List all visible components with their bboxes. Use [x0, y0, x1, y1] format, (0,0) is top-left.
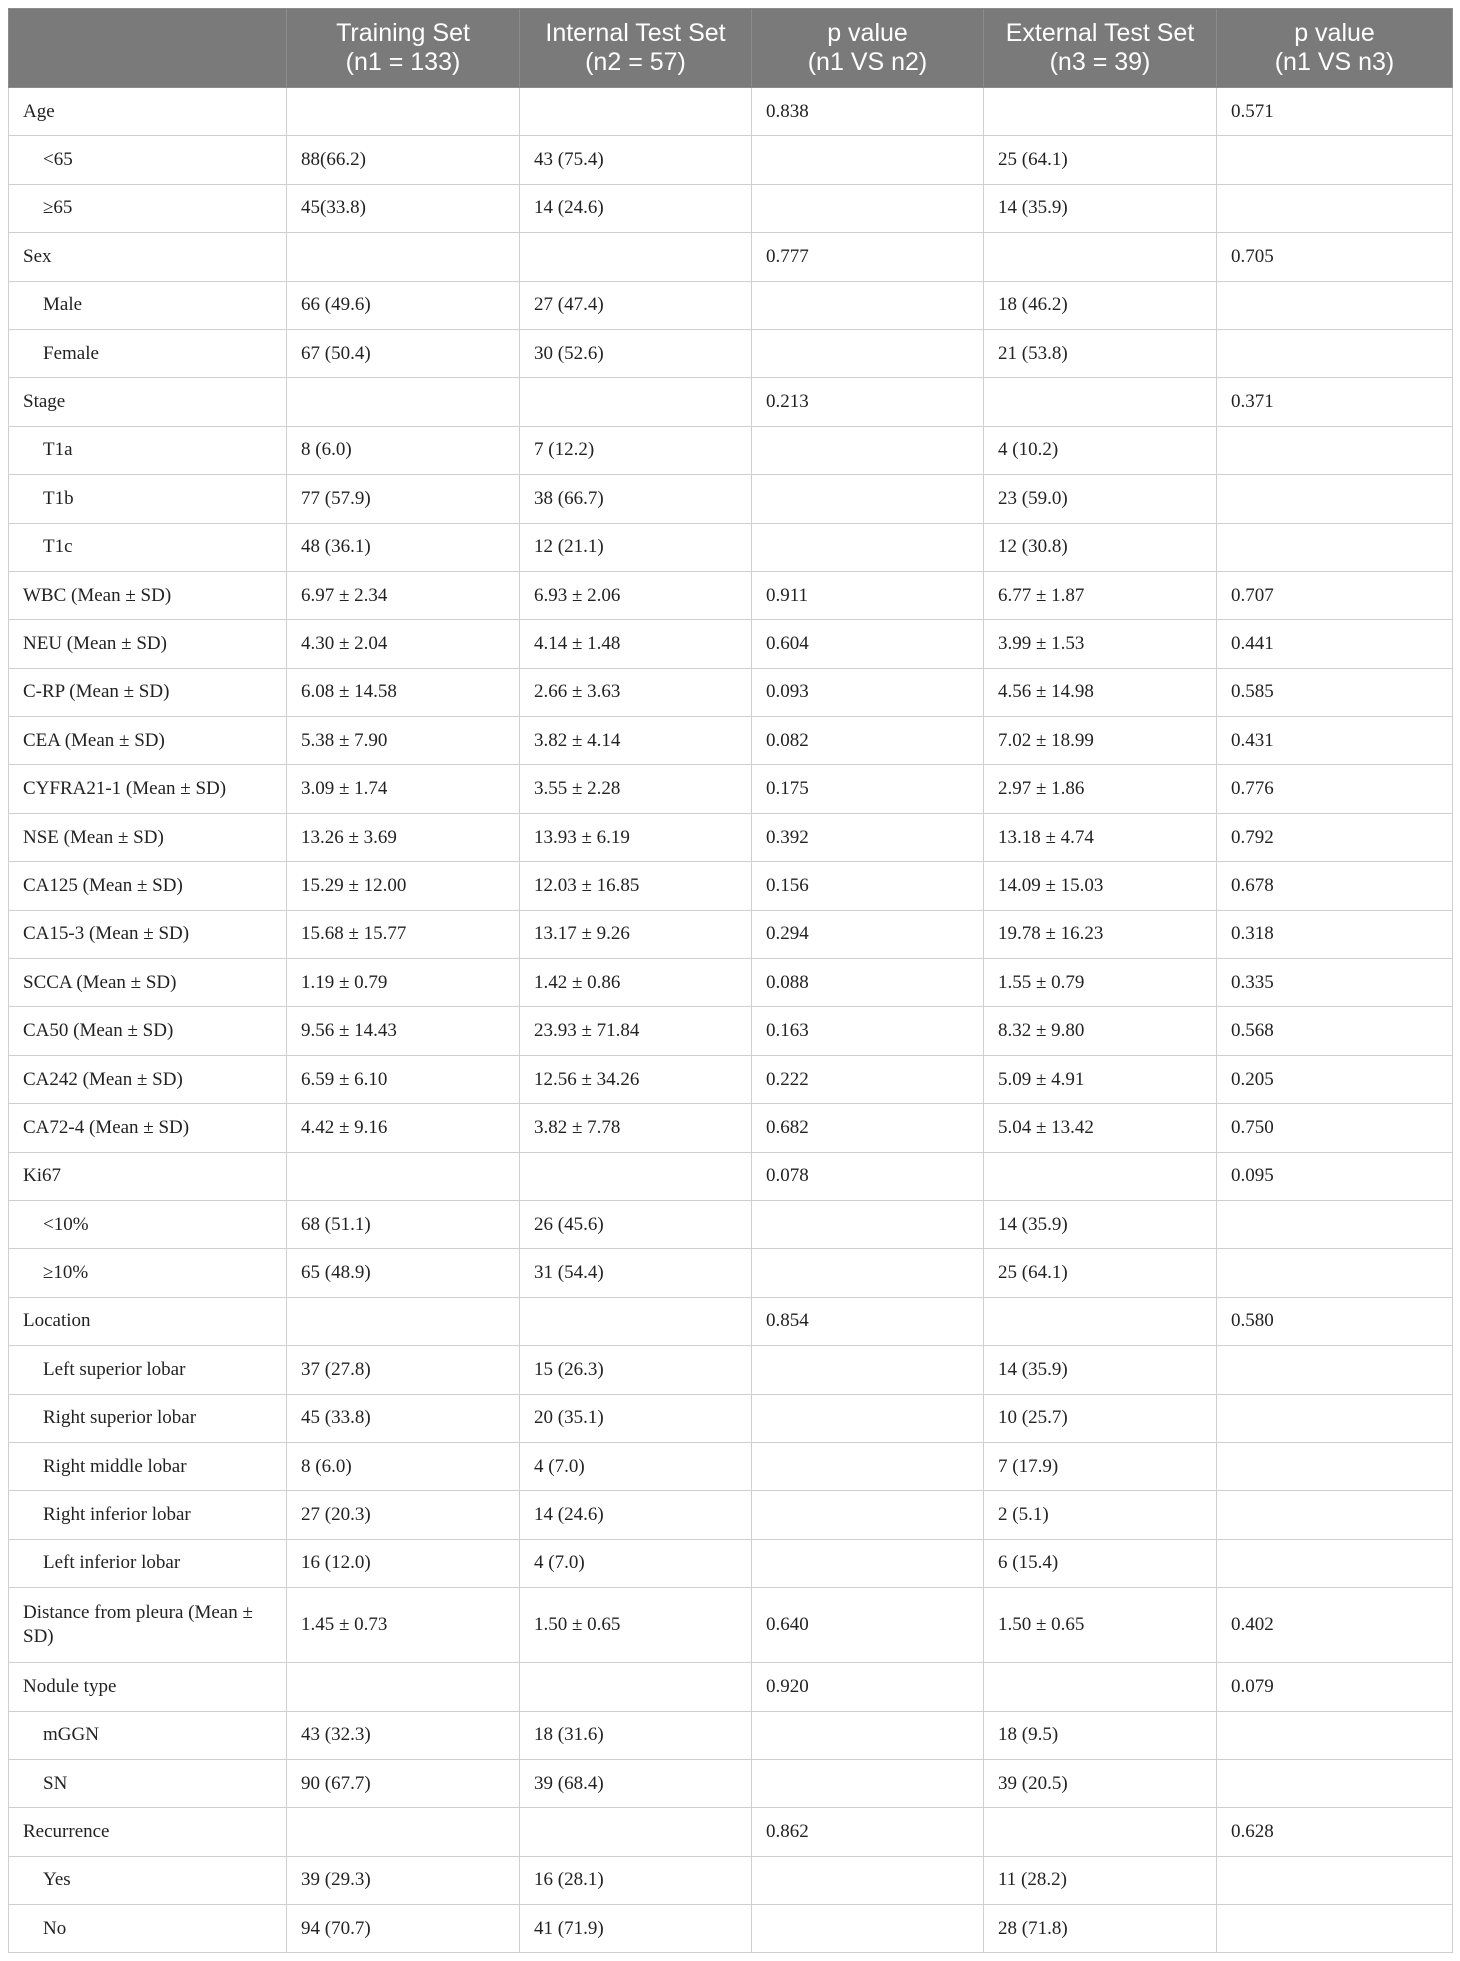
row-label-cell: ≥10% [9, 1249, 287, 1297]
table-body [9, 88, 1453, 1953]
p-value-n1-n2-cell: 0.093 [752, 668, 984, 716]
table-row [9, 1007, 1453, 1055]
internal-test-set-cell: 27 (47.4) [520, 281, 752, 329]
row-label-cell: Right middle lobar [9, 1442, 287, 1490]
external-test-set-cell [984, 378, 1217, 426]
training-set-cell: 9.56 ± 14.43 [287, 1007, 520, 1055]
p-value-n1-n3-cell [1217, 136, 1453, 184]
row-label-cell: NSE (Mean ± SD) [9, 813, 287, 861]
table-row [9, 1104, 1453, 1152]
p-value-n1-n2-cell [752, 1394, 984, 1442]
row-label-cell: CYFRA21-1 (Mean ± SD) [9, 765, 287, 813]
p-value-n1-n3-cell: 0.318 [1217, 910, 1453, 958]
p-value-n1-n2-cell: 0.777 [752, 233, 984, 281]
row-label-cell: SN [9, 1759, 287, 1807]
internal-test-set-cell: 13.93 ± 6.19 [520, 813, 752, 861]
row-label-cell: SCCA (Mean ± SD) [9, 959, 287, 1007]
p-value-n1-n2-cell [752, 136, 984, 184]
table-row [9, 329, 1453, 377]
external-test-set-cell: 6.77 ± 1.87 [984, 571, 1217, 619]
training-set-cell: 15.68 ± 15.77 [287, 910, 520, 958]
internal-test-set-cell: 12.56 ± 34.26 [520, 1055, 752, 1103]
row-label-cell: CEA (Mean ± SD) [9, 717, 287, 765]
training-set-cell: 4.30 ± 2.04 [287, 620, 520, 668]
p-value-n1-n3-cell [1217, 184, 1453, 232]
p-value-n1-n2-cell: 0.222 [752, 1055, 984, 1103]
table-row [9, 1346, 1453, 1394]
header-cell-internal-test-set: Internal Test Set (n2 = 57) [520, 9, 752, 88]
p-value-n1-n2-cell [752, 184, 984, 232]
header-cell-p-value-n1-n3: p value (n1 VS n3) [1217, 9, 1453, 88]
row-label-cell: T1a [9, 426, 287, 474]
internal-test-set-cell: 14 (24.6) [520, 184, 752, 232]
table-row [9, 1297, 1453, 1345]
internal-test-set-cell: 31 (54.4) [520, 1249, 752, 1297]
p-value-n1-n3-cell [1217, 329, 1453, 377]
external-test-set-cell: 5.09 ± 4.91 [984, 1055, 1217, 1103]
internal-test-set-cell [520, 88, 752, 136]
external-test-set-cell: 21 (53.8) [984, 329, 1217, 377]
external-test-set-cell: 4 (10.2) [984, 426, 1217, 474]
internal-test-set-cell: 41 (71.9) [520, 1905, 752, 1953]
external-test-set-cell: 2.97 ± 1.86 [984, 765, 1217, 813]
table-row [9, 910, 1453, 958]
p-value-n1-n3-cell [1217, 1539, 1453, 1587]
row-label-cell: T1c [9, 523, 287, 571]
characteristics-table [8, 8, 1453, 1953]
internal-test-set-cell: 4.14 ± 1.48 [520, 620, 752, 668]
internal-test-set-cell: 3.55 ± 2.28 [520, 765, 752, 813]
p-value-n1-n3-cell: 0.095 [1217, 1152, 1453, 1200]
row-label-cell: CA50 (Mean ± SD) [9, 1007, 287, 1055]
p-value-n1-n3-cell [1217, 426, 1453, 474]
row-label-cell: Age [9, 88, 287, 136]
external-test-set-cell: 25 (64.1) [984, 1249, 1217, 1297]
row-label-cell: Location [9, 1297, 287, 1345]
training-set-cell: 37 (27.8) [287, 1346, 520, 1394]
external-test-set-cell: 25 (64.1) [984, 136, 1217, 184]
header-cell-external-test-set: External Test Set (n3 = 39) [984, 9, 1217, 88]
training-set-cell [287, 1808, 520, 1856]
internal-test-set-cell: 18 (31.6) [520, 1711, 752, 1759]
p-value-n1-n2-cell [752, 523, 984, 571]
internal-test-set-cell: 43 (75.4) [520, 136, 752, 184]
p-value-n1-n2-cell [752, 1711, 984, 1759]
training-set-cell: 16 (12.0) [287, 1539, 520, 1587]
external-test-set-cell: 18 (46.2) [984, 281, 1217, 329]
internal-test-set-cell [520, 1808, 752, 1856]
header-cell-training-set: Training Set (n1 = 133) [287, 9, 520, 88]
p-value-n1-n3-cell: 0.580 [1217, 1297, 1453, 1345]
p-value-n1-n3-cell [1217, 1200, 1453, 1248]
internal-test-set-cell: 7 (12.2) [520, 426, 752, 474]
external-test-set-cell: 39 (20.5) [984, 1759, 1217, 1807]
row-label-cell: Left inferior lobar [9, 1539, 287, 1587]
row-label-cell: Sex [9, 233, 287, 281]
p-value-n1-n2-cell: 0.862 [752, 1808, 984, 1856]
row-label-cell: Right inferior lobar [9, 1491, 287, 1539]
external-test-set-cell: 2 (5.1) [984, 1491, 1217, 1539]
table-row [9, 717, 1453, 765]
p-value-n1-n2-cell: 0.911 [752, 571, 984, 619]
table-row [9, 620, 1453, 668]
internal-test-set-cell: 12 (21.1) [520, 523, 752, 571]
row-label-cell: mGGN [9, 1711, 287, 1759]
p-value-n1-n2-cell [752, 1346, 984, 1394]
row-label-cell: Yes [9, 1856, 287, 1904]
p-value-n1-n3-cell [1217, 1905, 1453, 1953]
training-set-cell: 15.29 ± 12.00 [287, 862, 520, 910]
p-value-n1-n2-cell [752, 426, 984, 474]
row-label-cell: Distance from pleura (Mean ± SD) [9, 1588, 287, 1663]
table-row [9, 1808, 1453, 1856]
external-test-set-cell: 23 (59.0) [984, 475, 1217, 523]
table-row [9, 184, 1453, 232]
table-row [9, 1539, 1453, 1587]
training-set-cell [287, 1152, 520, 1200]
internal-test-set-cell: 3.82 ± 7.78 [520, 1104, 752, 1152]
p-value-n1-n2-cell [752, 1491, 984, 1539]
p-value-n1-n3-cell [1217, 1856, 1453, 1904]
table-row [9, 378, 1453, 426]
p-value-n1-n3-cell: 0.707 [1217, 571, 1453, 619]
p-value-n1-n3-cell [1217, 523, 1453, 571]
header-cell-p-value-n1-n2: p value (n1 VS n2) [752, 9, 984, 88]
p-value-n1-n3-cell: 0.079 [1217, 1663, 1453, 1711]
table-row [9, 1491, 1453, 1539]
training-set-cell: 90 (67.7) [287, 1759, 520, 1807]
training-set-cell: 6.59 ± 6.10 [287, 1055, 520, 1103]
internal-test-set-cell: 1.50 ± 0.65 [520, 1588, 752, 1663]
row-label-cell: Ki67 [9, 1152, 287, 1200]
internal-test-set-cell: 6.93 ± 2.06 [520, 571, 752, 619]
p-value-n1-n2-cell [752, 281, 984, 329]
row-label-cell: T1b [9, 475, 287, 523]
row-label-cell: NEU (Mean ± SD) [9, 620, 287, 668]
p-value-n1-n2-cell [752, 1905, 984, 1953]
p-value-n1-n3-cell [1217, 1249, 1453, 1297]
p-value-n1-n3-cell [1217, 1346, 1453, 1394]
table-row [9, 1711, 1453, 1759]
row-label-cell: Male [9, 281, 287, 329]
table-row [9, 1759, 1453, 1807]
table-row [9, 426, 1453, 474]
header-row [9, 9, 1453, 88]
p-value-n1-n3-cell: 0.792 [1217, 813, 1453, 861]
internal-test-set-cell: 14 (24.6) [520, 1491, 752, 1539]
row-label-cell: CA242 (Mean ± SD) [9, 1055, 287, 1103]
external-test-set-cell: 14 (35.9) [984, 1346, 1217, 1394]
training-set-cell: 6.97 ± 2.34 [287, 571, 520, 619]
external-test-set-cell: 1.50 ± 0.65 [984, 1588, 1217, 1663]
p-value-n1-n3-cell: 0.678 [1217, 862, 1453, 910]
table-row [9, 233, 1453, 281]
training-set-cell: 8 (6.0) [287, 426, 520, 474]
p-value-n1-n3-cell: 0.750 [1217, 1104, 1453, 1152]
training-set-cell: 1.45 ± 0.73 [287, 1588, 520, 1663]
training-set-cell: 3.09 ± 1.74 [287, 765, 520, 813]
p-value-n1-n3-cell [1217, 1491, 1453, 1539]
row-label-cell: Female [9, 329, 287, 377]
header-cell-characteristic [9, 9, 287, 88]
training-set-cell: 45 (33.8) [287, 1394, 520, 1442]
p-value-n1-n3-cell: 0.431 [1217, 717, 1453, 765]
p-value-n1-n2-cell: 0.854 [752, 1297, 984, 1345]
external-test-set-cell [984, 1152, 1217, 1200]
row-label-cell: C-RP (Mean ± SD) [9, 668, 287, 716]
row-label-cell: WBC (Mean ± SD) [9, 571, 287, 619]
row-label-cell: <10% [9, 1200, 287, 1248]
p-value-n1-n2-cell: 0.078 [752, 1152, 984, 1200]
p-value-n1-n3-cell [1217, 1711, 1453, 1759]
internal-test-set-cell: 23.93 ± 71.84 [520, 1007, 752, 1055]
external-test-set-cell: 8.32 ± 9.80 [984, 1007, 1217, 1055]
internal-test-set-cell: 13.17 ± 9.26 [520, 910, 752, 958]
internal-test-set-cell: 12.03 ± 16.85 [520, 862, 752, 910]
p-value-n1-n2-cell [752, 1856, 984, 1904]
table-row [9, 475, 1453, 523]
p-value-n1-n3-cell: 0.568 [1217, 1007, 1453, 1055]
training-set-cell: 77 (57.9) [287, 475, 520, 523]
table-row [9, 88, 1453, 136]
p-value-n1-n3-cell: 0.441 [1217, 620, 1453, 668]
internal-test-set-cell: 39 (68.4) [520, 1759, 752, 1807]
internal-test-set-cell: 2.66 ± 3.63 [520, 668, 752, 716]
row-label-cell: ≥65 [9, 184, 287, 232]
training-set-cell: 45(33.8) [287, 184, 520, 232]
training-set-cell: 4.42 ± 9.16 [287, 1104, 520, 1152]
external-test-set-cell: 19.78 ± 16.23 [984, 910, 1217, 958]
p-value-n1-n2-cell: 0.294 [752, 910, 984, 958]
p-value-n1-n3-cell [1217, 281, 1453, 329]
row-label-cell: Stage [9, 378, 287, 426]
table-row [9, 281, 1453, 329]
training-set-cell: 94 (70.7) [287, 1905, 520, 1953]
external-test-set-cell: 28 (71.8) [984, 1905, 1217, 1953]
internal-test-set-cell [520, 1663, 752, 1711]
row-label-cell: Left superior lobar [9, 1346, 287, 1394]
p-value-n1-n2-cell [752, 329, 984, 377]
internal-test-set-cell: 38 (66.7) [520, 475, 752, 523]
table-row [9, 523, 1453, 571]
table-row [9, 765, 1453, 813]
internal-test-set-cell: 26 (45.6) [520, 1200, 752, 1248]
table-row [9, 1588, 1453, 1663]
p-value-n1-n3-cell: 0.705 [1217, 233, 1453, 281]
table-row [9, 1442, 1453, 1490]
p-value-n1-n3-cell [1217, 1759, 1453, 1807]
internal-test-set-cell [520, 233, 752, 281]
internal-test-set-cell [520, 378, 752, 426]
table-row [9, 1249, 1453, 1297]
table-row [9, 813, 1453, 861]
row-label-cell: Nodule type [9, 1663, 287, 1711]
external-test-set-cell: 14 (35.9) [984, 184, 1217, 232]
table-row [9, 1856, 1453, 1904]
row-label-cell: Right superior lobar [9, 1394, 287, 1442]
training-set-cell: 1.19 ± 0.79 [287, 959, 520, 1007]
training-set-cell: 48 (36.1) [287, 523, 520, 571]
external-test-set-cell: 7.02 ± 18.99 [984, 717, 1217, 765]
training-set-cell [287, 233, 520, 281]
external-test-set-cell: 3.99 ± 1.53 [984, 620, 1217, 668]
table-row [9, 1394, 1453, 1442]
p-value-n1-n2-cell: 0.163 [752, 1007, 984, 1055]
external-test-set-cell: 6 (15.4) [984, 1539, 1217, 1587]
table-row [9, 862, 1453, 910]
internal-test-set-cell [520, 1152, 752, 1200]
p-value-n1-n2-cell: 0.082 [752, 717, 984, 765]
p-value-n1-n2-cell: 0.920 [752, 1663, 984, 1711]
internal-test-set-cell: 3.82 ± 4.14 [520, 717, 752, 765]
training-set-cell [287, 1663, 520, 1711]
p-value-n1-n3-cell [1217, 1442, 1453, 1490]
training-set-cell [287, 378, 520, 426]
external-test-set-cell: 18 (9.5) [984, 1711, 1217, 1759]
p-value-n1-n3-cell [1217, 475, 1453, 523]
table-row [9, 959, 1453, 1007]
p-value-n1-n2-cell: 0.838 [752, 88, 984, 136]
external-test-set-cell: 1.55 ± 0.79 [984, 959, 1217, 1007]
p-value-n1-n3-cell: 0.335 [1217, 959, 1453, 1007]
p-value-n1-n2-cell: 0.392 [752, 813, 984, 861]
training-set-cell [287, 88, 520, 136]
p-value-n1-n3-cell: 0.205 [1217, 1055, 1453, 1103]
internal-test-set-cell: 1.42 ± 0.86 [520, 959, 752, 1007]
p-value-n1-n2-cell [752, 1539, 984, 1587]
p-value-n1-n2-cell: 0.604 [752, 620, 984, 668]
external-test-set-cell: 12 (30.8) [984, 523, 1217, 571]
internal-test-set-cell: 30 (52.6) [520, 329, 752, 377]
training-set-cell: 27 (20.3) [287, 1491, 520, 1539]
p-value-n1-n2-cell: 0.175 [752, 765, 984, 813]
p-value-n1-n2-cell [752, 1200, 984, 1248]
external-test-set-cell: 4.56 ± 14.98 [984, 668, 1217, 716]
external-test-set-cell: 7 (17.9) [984, 1442, 1217, 1490]
row-label-cell: No [9, 1905, 287, 1953]
training-set-cell: 67 (50.4) [287, 329, 520, 377]
training-set-cell [287, 1297, 520, 1345]
table-header [9, 9, 1453, 88]
row-label-cell: Recurrence [9, 1808, 287, 1856]
external-test-set-cell [984, 88, 1217, 136]
internal-test-set-cell [520, 1297, 752, 1345]
p-value-n1-n3-cell: 0.628 [1217, 1808, 1453, 1856]
internal-test-set-cell: 4 (7.0) [520, 1442, 752, 1490]
external-test-set-cell: 13.18 ± 4.74 [984, 813, 1217, 861]
external-test-set-cell [984, 1808, 1217, 1856]
training-set-cell: 6.08 ± 14.58 [287, 668, 520, 716]
external-test-set-cell: 11 (28.2) [984, 1856, 1217, 1904]
p-value-n1-n2-cell: 0.213 [752, 378, 984, 426]
training-set-cell: 66 (49.6) [287, 281, 520, 329]
external-test-set-cell [984, 233, 1217, 281]
row-label-cell: CA15-3 (Mean ± SD) [9, 910, 287, 958]
p-value-n1-n2-cell: 0.640 [752, 1588, 984, 1663]
p-value-n1-n2-cell [752, 1249, 984, 1297]
table-row [9, 571, 1453, 619]
p-value-n1-n3-cell [1217, 1394, 1453, 1442]
p-value-n1-n2-cell: 0.088 [752, 959, 984, 1007]
row-label-cell: CA125 (Mean ± SD) [9, 862, 287, 910]
external-test-set-cell: 14.09 ± 15.03 [984, 862, 1217, 910]
p-value-n1-n3-cell: 0.776 [1217, 765, 1453, 813]
training-set-cell: 43 (32.3) [287, 1711, 520, 1759]
p-value-n1-n3-cell: 0.585 [1217, 668, 1453, 716]
p-value-n1-n3-cell: 0.571 [1217, 88, 1453, 136]
p-value-n1-n3-cell: 0.402 [1217, 1588, 1453, 1663]
table-row [9, 136, 1453, 184]
external-test-set-cell: 10 (25.7) [984, 1394, 1217, 1442]
training-set-cell: 8 (6.0) [287, 1442, 520, 1490]
table-row [9, 1152, 1453, 1200]
external-test-set-cell [984, 1297, 1217, 1345]
table-row [9, 1200, 1453, 1248]
internal-test-set-cell: 15 (26.3) [520, 1346, 752, 1394]
row-label-cell: <65 [9, 136, 287, 184]
p-value-n1-n2-cell [752, 1759, 984, 1807]
p-value-n1-n2-cell [752, 1442, 984, 1490]
internal-test-set-cell: 20 (35.1) [520, 1394, 752, 1442]
training-set-cell: 5.38 ± 7.90 [287, 717, 520, 765]
training-set-cell: 68 (51.1) [287, 1200, 520, 1248]
table-row [9, 1663, 1453, 1711]
table-row [9, 1905, 1453, 1953]
training-set-cell: 88(66.2) [287, 136, 520, 184]
external-test-set-cell: 14 (35.9) [984, 1200, 1217, 1248]
external-test-set-cell [984, 1663, 1217, 1711]
table-row [9, 668, 1453, 716]
internal-test-set-cell: 4 (7.0) [520, 1539, 752, 1587]
training-set-cell: 39 (29.3) [287, 1856, 520, 1904]
training-set-cell: 13.26 ± 3.69 [287, 813, 520, 861]
table-row [9, 1055, 1453, 1103]
p-value-n1-n2-cell [752, 475, 984, 523]
internal-test-set-cell: 16 (28.1) [520, 1856, 752, 1904]
p-value-n1-n2-cell: 0.682 [752, 1104, 984, 1152]
training-set-cell: 65 (48.9) [287, 1249, 520, 1297]
p-value-n1-n2-cell: 0.156 [752, 862, 984, 910]
p-value-n1-n3-cell: 0.371 [1217, 378, 1453, 426]
external-test-set-cell: 5.04 ± 13.42 [984, 1104, 1217, 1152]
row-label-cell: CA72-4 (Mean ± SD) [9, 1104, 287, 1152]
